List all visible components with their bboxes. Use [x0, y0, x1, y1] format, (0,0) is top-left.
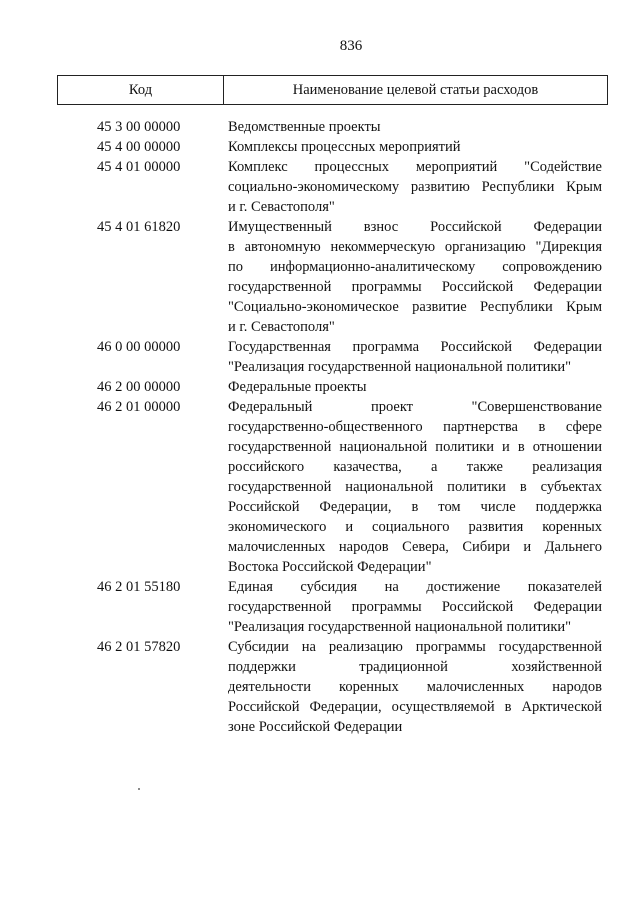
row-name — [228, 117, 602, 137]
row-name-line: государственно-общественного партнерства в сфере — [228, 419, 602, 435]
table-row — [97, 377, 602, 397]
row-name — [228, 217, 602, 337]
row-name-line: Российской Федерации, осуществляемой в Арктической — [228, 699, 602, 715]
table-header — [57, 75, 608, 105]
row-name — [228, 157, 602, 217]
header-name: Наименование целевой статьи расходов — [292, 81, 539, 98]
row-name-line: Российской Федерации, в том числе поддержка — [228, 499, 602, 515]
row-name-line: Субсидии на реализацию программы государственной — [228, 639, 602, 655]
row-code: 46 2 01 55180 — [97, 579, 181, 595]
table-row — [97, 137, 602, 157]
header-code: Код — [58, 76, 224, 104]
row-code: 45 4 01 61820 — [97, 219, 181, 235]
row-name — [228, 337, 602, 377]
row-name-line: Федеральные проекты — [228, 379, 367, 395]
table-row — [97, 217, 602, 337]
table-row — [97, 117, 602, 137]
row-code: 45 4 01 00000 — [97, 159, 181, 175]
row-name-line: Востока Российской Федерации" — [228, 559, 432, 575]
row-name-line: Федеральный проект "Совершенствование — [228, 399, 602, 415]
row-code: 46 0 00 00000 — [97, 339, 181, 355]
row-name-line: российского казачества, а также реализация — [228, 459, 602, 475]
row-code: 46 2 00 00000 — [97, 379, 181, 395]
row-name-line: по информационно-аналитическому сопровождению — [228, 259, 602, 275]
row-code: 45 3 00 00000 — [97, 119, 181, 135]
row-name-line: Комплекс процессных мероприятий "Содействие — [228, 159, 602, 175]
row-name-line: государственной программы Российской Федерации — [228, 599, 602, 615]
scan-speck — [138, 788, 140, 790]
row-name-line: государственной национальной политики и в отношении — [228, 439, 602, 455]
row-name-line: и г. Севастополя" — [228, 319, 335, 335]
row-name-line: Государственная программа Российской Федерации — [228, 339, 602, 355]
row-name-line: Ведомственные проекты — [228, 119, 381, 135]
row-name-line: малочисленных народов Севера, Сибири и Дальнего — [228, 539, 602, 555]
row-code: 46 2 01 57820 — [97, 639, 181, 655]
row-name-line: экономического и социального развития коренных — [228, 519, 602, 535]
row-name-line: деятельности коренных малочисленных народов — [228, 679, 602, 695]
row-name-line: государственной национальной политики в субъектах — [228, 479, 602, 495]
row-name-line: Комплексы процессных мероприятий — [228, 139, 461, 155]
row-name-line: поддержки традиционной хозяйственной — [228, 659, 602, 675]
page-number: 836 — [339, 38, 363, 54]
table-row — [97, 397, 602, 577]
table-row — [97, 637, 602, 737]
row-code: 46 2 01 00000 — [97, 399, 181, 415]
row-name-line: "Социально-экономическое развитие Республики Крым — [228, 299, 602, 315]
table-body — [97, 117, 602, 737]
row-name-line: Имущественный взнос Российской Федерации — [228, 219, 602, 235]
table-row — [97, 157, 602, 217]
row-code: 45 4 00 00000 — [97, 139, 181, 155]
row-name-line: и г. Севастополя" — [228, 199, 335, 215]
row-name — [228, 577, 602, 637]
row-name-line: в автономную некоммерческую организацию "Дирекция — [228, 239, 602, 255]
row-name — [228, 137, 602, 157]
row-name-line: социально-экономическому развитию Республики Крым — [228, 179, 602, 195]
row-name-line: государственной программы Российской Федерации — [228, 279, 602, 295]
row-name-line: зоне Российской Федерации — [228, 719, 403, 735]
table-row — [97, 337, 602, 377]
row-name-line: "Реализация государственной национальной политики" — [228, 619, 572, 635]
row-name-line: "Реализация государственной национальной политики" — [228, 359, 572, 375]
row-name-line: Единая субсидия на достижение показателей — [228, 579, 602, 595]
table-row — [97, 577, 602, 637]
row-name — [228, 377, 602, 397]
row-name — [228, 637, 602, 737]
row-name — [228, 397, 602, 577]
